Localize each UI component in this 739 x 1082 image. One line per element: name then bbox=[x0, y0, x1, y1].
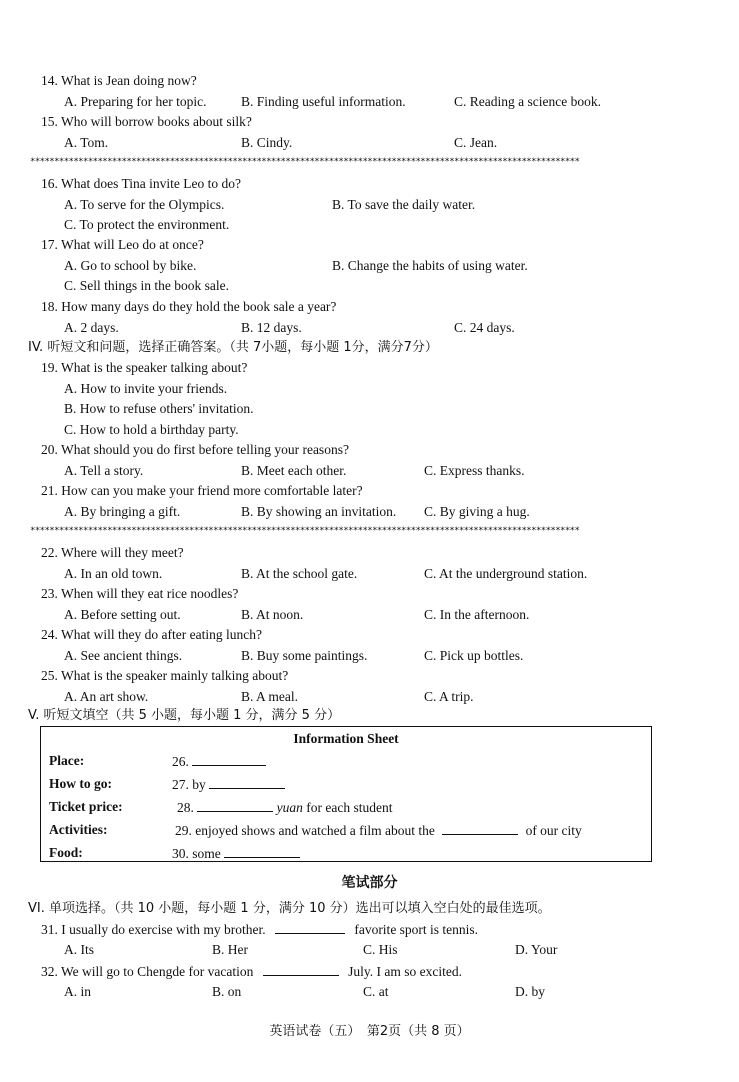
question-23-stem: 23. When will they eat rice noodles? bbox=[41, 586, 239, 601]
ticket-price-suffix: for each student bbox=[306, 800, 393, 815]
question-19-option-c: C. How to hold a birthday party. bbox=[64, 422, 239, 437]
question-31-option-a: A. Its bbox=[64, 942, 94, 957]
place-field bbox=[172, 753, 266, 770]
question-32-option-c: C. at bbox=[363, 984, 389, 999]
activities-label: Activities: bbox=[49, 822, 108, 837]
section-vi-heading: VI. 单项选择。（共 10 小题，每小题 1 分，满分 10 分）选出可以填入空白处的最佳选项。 bbox=[28, 901, 551, 916]
question-18-option-a: A. 2 days. bbox=[64, 320, 119, 335]
question-17-option-a: A. Go to school by bike. bbox=[64, 258, 197, 273]
question-32-text-before: 32. We will go to Chengde for vacation bbox=[41, 964, 254, 979]
answer-blank-31[interactable] bbox=[275, 921, 345, 934]
question-21-option-a: A. By bringing a gift. bbox=[64, 504, 181, 519]
answer-blank-26[interactable] bbox=[192, 753, 266, 766]
question-25-option-c: C. A trip. bbox=[424, 689, 474, 704]
question-17-option-b: B. Change the habits of using water. bbox=[332, 258, 528, 273]
question-22-option-a: A. In an old town. bbox=[64, 566, 163, 581]
question-20-option-b: B. Meet each other. bbox=[241, 463, 347, 478]
how-to-go-label: How to go: bbox=[49, 776, 112, 791]
question-23-option-c: C. In the afternoon. bbox=[424, 607, 530, 622]
question-14-option-b: B. Finding useful information. bbox=[241, 94, 406, 109]
question-19-option-b: B. How to refuse others' invitation. bbox=[64, 401, 254, 416]
question-21-stem: 21. How can you make your friend more comfortable later? bbox=[41, 483, 363, 498]
question-31-stem bbox=[41, 921, 478, 938]
question-16-option-c: C. To protect the environment. bbox=[64, 217, 230, 232]
question-14-option-c: C. Reading a science book. bbox=[454, 94, 601, 109]
question-24-option-a: A. See ancient things. bbox=[64, 648, 183, 663]
question-17-stem: 17. What will Leo do at once? bbox=[41, 237, 204, 252]
ticket-price-field bbox=[177, 799, 392, 816]
question-21-option-b: B. By showing an invitation. bbox=[241, 504, 397, 519]
question-31-option-b: B. Her bbox=[212, 942, 248, 957]
question-14-option-a: A. Preparing for her topic. bbox=[64, 94, 207, 109]
section-v-heading: V. 听短文填空（共 5 小题，每小题 1 分，满分 5 分） bbox=[28, 708, 341, 723]
information-sheet bbox=[40, 726, 652, 862]
separator-line: ****************************************************************************************************************** bbox=[30, 526, 580, 536]
question-15-option-b: B. Cindy. bbox=[241, 135, 293, 150]
question-18-option-b: B. 12 days. bbox=[241, 320, 302, 335]
question-20-stem: 20. What should you do first before telling your reasons? bbox=[41, 442, 349, 457]
question-22-stem: 22. Where will they meet? bbox=[41, 545, 184, 560]
question-22-option-b: B. At the school gate. bbox=[241, 566, 358, 581]
question-20-option-c: C. Express thanks. bbox=[424, 463, 525, 478]
question-32-text-after: July. I am so excited. bbox=[348, 964, 462, 979]
question-18-stem: 18. How many days do they hold the book sale a year? bbox=[41, 299, 337, 314]
question-21-option-c: C. By giving a hug. bbox=[424, 504, 530, 519]
question-23-option-a: A. Before setting out. bbox=[64, 607, 181, 622]
answer-blank-29[interactable] bbox=[442, 822, 518, 835]
question-25-option-b: B. A meal. bbox=[241, 689, 298, 704]
question-19-stem: 19. What is the speaker talking about? bbox=[41, 360, 248, 375]
place-number: 26. bbox=[172, 754, 189, 769]
ticket-price-label: Ticket price: bbox=[49, 799, 123, 814]
food-text: 30. some bbox=[172, 846, 221, 861]
question-31-text-after: favorite sport is tennis. bbox=[354, 922, 479, 937]
activities-field bbox=[175, 822, 582, 839]
written-section-title: 笔试部分 bbox=[341, 875, 398, 891]
question-31-option-c: C. His bbox=[363, 942, 398, 957]
question-16-option-a: A. To serve for the Olympics. bbox=[64, 197, 225, 212]
question-22-option-c: C. At the underground station. bbox=[424, 566, 588, 581]
question-32-stem bbox=[41, 963, 462, 980]
question-32-option-d: D. by bbox=[515, 984, 545, 999]
information-sheet-title: Information Sheet bbox=[293, 731, 399, 746]
how-to-go-number: 27. by bbox=[172, 777, 206, 792]
question-32-option-a: A. in bbox=[64, 984, 91, 999]
question-25-stem: 25. What is the speaker mainly talking about? bbox=[41, 668, 289, 683]
question-20-option-a: A. Tell a story. bbox=[64, 463, 144, 478]
question-25-option-a: A. An art show. bbox=[64, 689, 149, 704]
place-label: Place: bbox=[49, 753, 85, 768]
ticket-price-unit: yuan bbox=[276, 800, 303, 815]
question-24-stem: 24. What will they do after eating lunch? bbox=[41, 627, 262, 642]
question-19-option-a: A. How to invite your friends. bbox=[64, 381, 228, 396]
activities-text: 29. enjoyed shows and watched a film about the bbox=[175, 823, 435, 838]
question-31-text-before: 31. I usually do exercise with my brother. bbox=[41, 922, 266, 937]
question-31-option-d: D. Your bbox=[515, 942, 558, 957]
question-15-option-a: A. Tom. bbox=[64, 135, 109, 150]
question-16-option-b: B. To save the daily water. bbox=[332, 197, 476, 212]
question-17-option-c: C. Sell things in the book sale. bbox=[64, 278, 229, 293]
separator-line: ****************************************************************************************************************** bbox=[30, 157, 580, 167]
question-24-option-b: B. Buy some paintings. bbox=[241, 648, 368, 663]
question-18-option-c: C. 24 days. bbox=[454, 320, 515, 335]
ticket-price-number: 28. bbox=[177, 800, 194, 815]
section-iv-heading: IV. 听短文和问题，选择正确答案。（共 7小题，每小题 1分，满分7分） bbox=[28, 340, 438, 355]
food-label: Food: bbox=[49, 845, 83, 860]
activities-suffix: of our city bbox=[525, 823, 582, 838]
question-15-stem: 15. Who will borrow books about silk? bbox=[41, 114, 252, 129]
question-23-option-b: B. At noon. bbox=[241, 607, 304, 622]
food-field bbox=[172, 845, 300, 862]
answer-blank-30[interactable] bbox=[224, 845, 300, 858]
answer-blank-28[interactable] bbox=[197, 799, 273, 812]
question-16-stem: 16. What does Tina invite Leo to do? bbox=[41, 176, 241, 191]
question-15-option-c: C. Jean. bbox=[454, 135, 498, 150]
answer-blank-27[interactable] bbox=[209, 776, 285, 789]
question-24-option-c: C. Pick up bottles. bbox=[424, 648, 524, 663]
how-to-go-field bbox=[172, 776, 285, 793]
answer-blank-32[interactable] bbox=[263, 963, 339, 976]
question-32-option-b: B. on bbox=[212, 984, 242, 999]
page-footer: 英语试卷（五） 第2页（共 8 页） bbox=[269, 1024, 470, 1039]
question-14-stem: 14. What is Jean doing now? bbox=[41, 73, 197, 88]
